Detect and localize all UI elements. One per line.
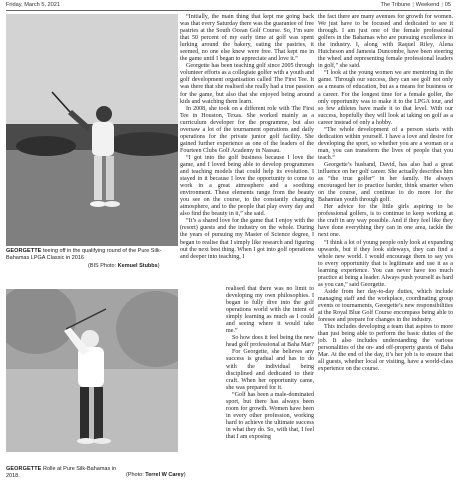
paragraph: So how does it feel being the new head golf professional at Baha Mar?	[226, 335, 314, 349]
paragraph: This includes developing a team that aspires to more than just being able to perform the basic duties of the job. It also includes understanding the various personalities of the on- and off-property guests of Baha Mar. At the end of the day, it’s her job is to ensure that all guests, whether local or visiting, have a world-class experience on the course.	[318, 324, 453, 373]
issue-date: Friday, March 5, 2021	[6, 2, 60, 8]
paragraph: Her advice for the little girls aspiring to be professional golfers, is to continue to keep working at the craft in any way possible. And if they feel like they have done everything they can in one area, tackle the next one.	[318, 204, 453, 239]
paragraph: Georgette’s husband, David, has also had a great influence on her golf career. She actually describes him as “the true golfer” in her family. He always encouraged her to practice harder, think smarter when on the course, and continue to do more for the Bahamian youth through golf.	[318, 161, 453, 204]
caption-text: teeing off in the qualifying round of the Pure Silk-Bahamas LPGA Classic in 2016	[6, 248, 162, 261]
paragraph: “I got into the golf business because I love the game, and I loved being able to develop programmes and teaching models that could help its evolution. I stayed in it because I love the opportunity to come to work in a great atmosphere and a soothing environment. These elements range from the beauty you see on the course, to the constantly changing atmosphere, and to the people that play every day and also find the beauty in it,” she said.	[180, 154, 314, 218]
header-rule	[6, 10, 451, 11]
paragraph: In 2008, she took on a different role with The First Tee in Houston, Texas. She worked mainly as a curriculum developer for the programme, but also oversaw a lot of the tournament operations and daily operations for the private junior golf facility. She gained further experience as one of the leaders of the Fourteen Clubs Golf Academy in Nassau.	[180, 105, 314, 154]
paragraph: “I think a lot of young people only look at expanding upwards, but if they look sideways, they can find a whole new world. I would encourage them to say yes to every opportunity that is legitimate and use it as a learning experience. You can never have too much practice at being a leader. Always push yourself as hard as you can,” said Georgette.	[318, 239, 453, 288]
photo-pure-silk	[6, 289, 178, 472]
paragraph: “I look at the young women we are mentoring in the game. Through our success, they can see golf not only as a means of education, but as a means for business or a career. For the longest time for a female golfer, the only opportunity was to make it to the LPGA tour, and so few athletes have made it to that level. With our success, hopefully they will look at taking on golf as a career instead of only a hobby.	[318, 70, 453, 126]
photographer-name: Kemuel Stubbs	[117, 263, 158, 269]
paragraph: Georgette has been teaching golf since 2005 through volunteer efforts as a collegiate golfer with a youth and golf development organisation called The First Tee. It was there that she realised she really had a true passion for the game, but also that she enjoyed being around kids and watching them learn.	[180, 63, 314, 105]
photo-pure-silk-caption	[6, 466, 126, 479]
page-number: 05	[444, 2, 451, 8]
article-column-2	[318, 14, 453, 373]
caption-text: Rolle at Pure Silk-Bahamas in 2018.	[6, 466, 117, 479]
photo-teeing-off-caption	[6, 248, 176, 261]
photo-pure-silk-credit: (Photo: Terrel W Carey)	[126, 472, 186, 478]
paragraph: “Initially, the main thing that kept me going back was that every Saturday there was the guarantee of free pastries at the South Ocean Golf Course. So, I’m sure that 50 percent of my early time at golf was spent lurking around the bakery, eating the pastries, it seemed, no one else knew were free. That kept me in the game until I began to appreciate and love it.”	[180, 14, 314, 63]
article-column-1	[180, 14, 314, 261]
publication-name: The Tribune	[380, 2, 411, 8]
paragraph: “It’s a shared love for the game that I enjoy with the (resort) guests and the industry on the whole. During the years of pursuing my Master of Science degree, I began to realise that I simply like research and figuring out the next best thing. When I got into golf operations and deeper into teaching, I	[180, 218, 314, 260]
photo-teeing-off-credit: (BIS Photo: Kemuel Stubbs)	[88, 263, 160, 269]
photographer-name: Terrel W Carey	[145, 472, 184, 478]
paragraph: the fact there are many avenues for growth for women. We just have to be focused and dedicated to see it through. I am just one of the female professional golfers in the Bahamas who are pursuing excellence in the industry. I, along with Raquel Riley, Alena Hutcheson and Jamesia Duncombe, have been steering the wheel and representing female professional leaders in golf,” she said.	[318, 14, 453, 70]
article-column-1-continued	[226, 286, 314, 441]
photo-teeing-off	[6, 14, 178, 246]
publication-folio: The Tribune | Weekend | 05	[380, 2, 451, 8]
paragraph: Aside from her day-to-day duties, which include managing staff and the workplace, coordinating group events or tournaments, Georgette’s new responsibilities at the Royal Blue Golf Course encompass being able to foresee and prepare for changes in the industry.	[318, 288, 453, 324]
paragraph: realised that there was no limit to developing my own philosophies. I began to fully dive into the golf operations world with the intent of simply learning as much as I could and seeing where it would take me.”	[226, 286, 314, 335]
caption-subject: GEORGETTE	[6, 466, 42, 472]
paragraph: For Georgette, she believes any success is gradual and has to do with the individual being disciplined and dedicated to their craft. When her opportunity came, she was prepared for it.	[226, 349, 314, 391]
section-name: Weekend	[415, 2, 440, 8]
paragraph: “The whole development of a person starts with dedication within yourself. I have a love and desire for developing the sport, so whether you are a woman or a man, you can transform the lives of people that you teach.”	[318, 126, 453, 161]
page-header	[6, 0, 451, 10]
caption-subject: GEORGETTE	[6, 248, 42, 254]
photo-pure-silk-image	[6, 289, 178, 472]
paragraph: “Golf has been a male-dominated sport, but there has always been room for growth. Women have been in every other profession, working hard to achieve the ultimate success in what they do. So, with that, I feel that I am exposing	[226, 391, 314, 440]
photo-teeing-off-image	[6, 14, 178, 246]
